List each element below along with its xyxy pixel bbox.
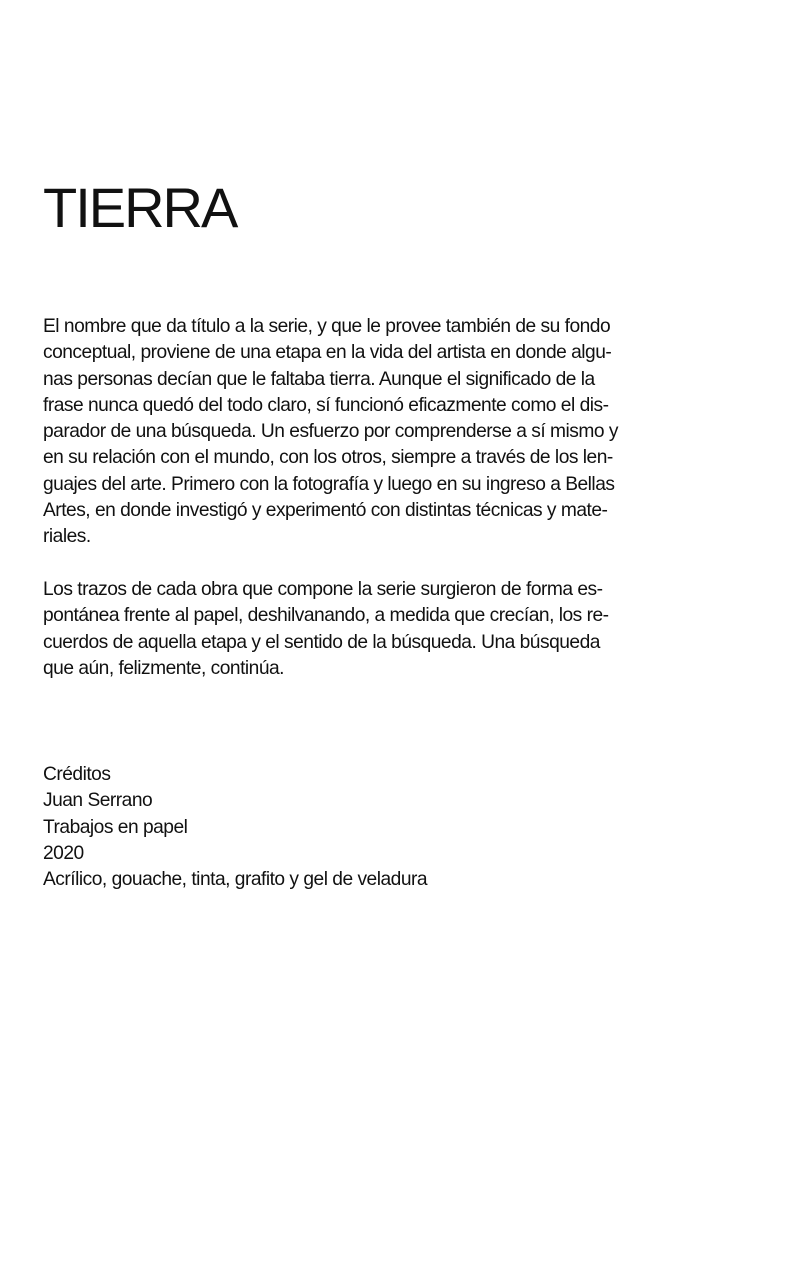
paragraph-line: cuerdos de aquella etapa y el sentido de la búsqueda. Una búsqueda — [43, 631, 600, 653]
paragraph-2 — [43, 577, 753, 682]
paragraph-line: Artes, en donde investigó y experimentó con distintas técnicas y mate- — [43, 500, 608, 522]
credits-year: 2020 — [43, 842, 84, 864]
paragraph-line: riales. — [43, 526, 91, 548]
paragraph-line: pontánea frente al papel, deshilvanando, a medida que crecían, los re- — [43, 605, 609, 627]
credits-heading: Créditos — [43, 764, 111, 785]
paragraph-1 — [43, 314, 753, 551]
credits-materials: Acrílico, gouache, tinta, grafito y gel de veladura — [43, 869, 428, 891]
credits-artist: Juan Serrano — [43, 790, 153, 812]
paragraph-line: El nombre que da título a la serie, y que le provee también de su fondo — [43, 316, 611, 337]
paragraph-line: que aún, felizmente, continúa. — [43, 657, 285, 679]
credits-work: Trabajos en papel — [43, 816, 188, 838]
paragraph-spacer — [43, 551, 753, 577]
paragraph-line: frase nunca quedó del todo claro, sí funcionó eficazmente como el dis- — [43, 394, 609, 416]
paragraph-line: parador de una búsqueda. Un esfuerzo por comprenderse a sí mismo y — [43, 421, 618, 443]
paragraph-line: en su relación con el mundo, con los otros, siempre a través de los len- — [43, 447, 613, 469]
page-title: TIERRA — [43, 176, 237, 239]
paragraph-line: guajes del arte. Primero con la fotografía y luego en su ingreso a Bellas — [43, 473, 615, 495]
paragraph-line: Los trazos de cada obra que compone la serie surgieron de forma es- — [43, 578, 603, 600]
paragraph-line: conceptual, proviene de una etapa en la vida del artista en donde algu- — [43, 342, 612, 364]
paragraph-line: nas personas decían que le faltaba tierra. Aunque el significado de la — [43, 368, 595, 390]
credits-block — [43, 762, 427, 893]
body-text — [43, 314, 753, 682]
